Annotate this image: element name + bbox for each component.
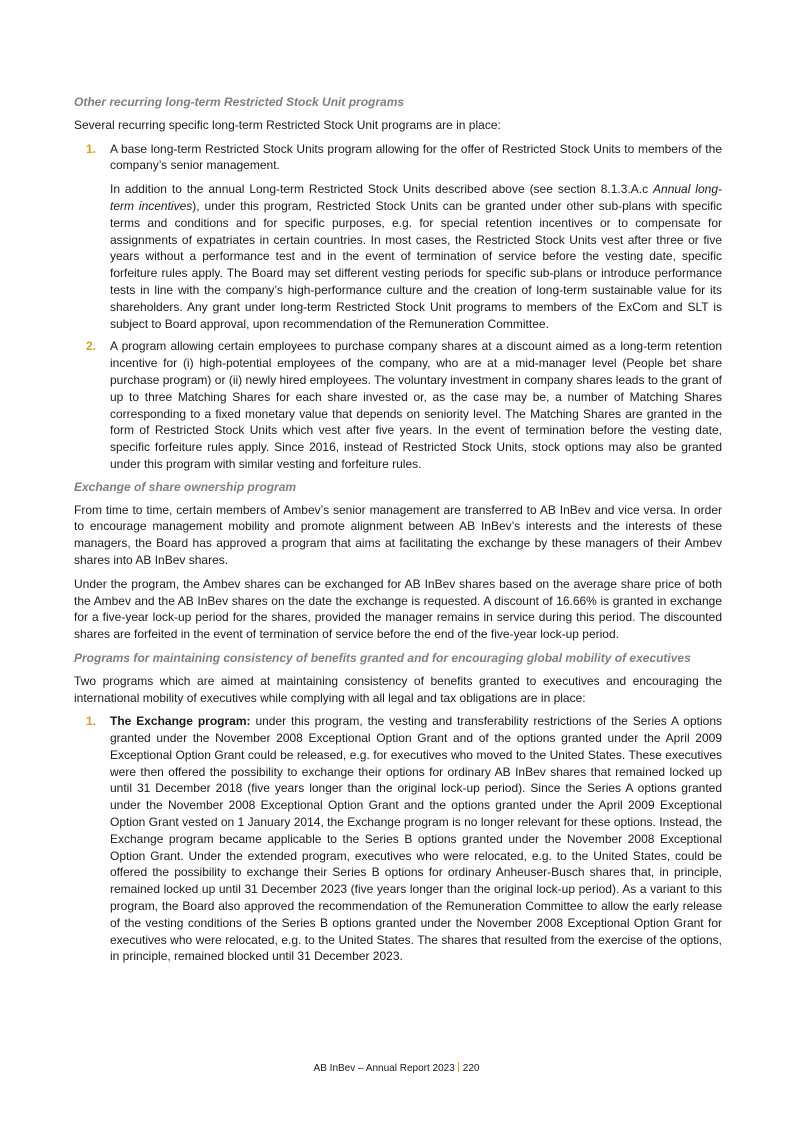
list-item [74,338,722,472]
footer-title: AB InBev – Annual Report 2023 [313,1063,455,1074]
exchange-paragraph: Under the program, the Ambev shares can be exchanged for AB InBev shares based on the average share price of both the Ambev and the AB InBev shares on the date the exchange is requested. A discount of 16.66% is granted in exchange for a five-year lock-up period for the shares, provided the manager remains in service during this period. The discounted shares are forfeited in the event of termination of service before the end of the five-year lock-up period. [74,576,722,642]
page-number: 220 [462,1063,480,1074]
exchange-program-lead: The Exchange program: [110,714,251,729]
page-footer [0,1062,793,1074]
list-number: 2. [86,339,97,354]
rsu-intro: Several recurring specific long-term Restricted Stock Unit programs are in place: [74,117,501,132]
document-body [74,94,722,971]
section-heading-mobility: Programs for maintaining consistency of benefits granted and for encouraging global mobility of executives [74,650,691,665]
list-item [74,141,722,333]
exchange-program-text: The Exchange program: under this program, the vesting and transferability restrictions of the Series A options granted under the November 2008 Exceptional Option Grant and of the options granted under the April 2009 Exceptional Option Grant could be released, e.g. for executives who moved to the United States. These executives were then offered the possibility to exchange their options for ordinary AB InBev shares that remained locked up until 31 December 2018 (five years longer than the original lock-up period). Since the Series A options granted under the November 2008 Exceptional Option Grant and the options granted under the April 2009 Exceptional Option Grant vested on 1 January 2014, the Exchange program is no longer relevant for these options. Instead, the Exchange program became applicable to the Series B options granted under the November 2008 Exceptional Option Grant. Under the extended program, executives who were relocated, e.g. to the United States, could be offered the possibility to exchange their Series B options for ordinary Anheuser-Busch shares that, in principle, remained locked up until 31 December 2023 (five years longer than the original lock-up period). As a variant to this program, the Board also approved the recommendation of the Remuneration Committee to allow the early release of the vesting conditions of the Series B options granted under the November 2008 Exceptional Option Grant for executives who were relocated, e.g. to the United States. The shares that resulted from the exercise of the options, in principle, remained blocked until 31 December 2023. [110,714,722,964]
footer-divider [458,1062,459,1072]
list-item [74,713,722,965]
section-heading-exchange: Exchange of share ownership program [74,479,297,494]
annual-lti-reference: Annual long-term incentives [110,182,722,213]
mobility-intro: Two programs which are aimed at maintaining consistency of benefits granted to executives and encouraging the international mobility of executives while complying with all legal and tax obligations are in place: [74,673,722,705]
list-number: 1. [86,714,97,729]
rsu-item1-detail: In addition to the annual Long-term Restricted Stock Units described above (see section 8.1.3.A.c Annual long-term incentives), under this program, Restricted Stock Units can be granted under other sub-plans with specific terms and conditions and for specific purposes, e.g. for special retention incentives or to compensate for assignments of expatriates in certain countries. In most cases, the Restricted Stock Units vest after three or five years without a performance test and in the event of termination of service before the vesting date, specific forfeiture rules apply. The Board may set different vesting periods for specific sub-plans or introduce performance tests in line with the company’s high-performance culture and the creation of long-term sustainable value for its shareholders. Any grant under long-term Restricted Stock Unit programs to members of the ExCom and SLT is subject to Board approval, upon recommendation of the Remuneration Committee. [110,182,722,331]
rsu-item2-text: A program allowing certain employees to purchase company shares at a discount aimed as a long-term retention incentive for (i) high-potential employees of the company, who are at a mid-manager level (People bet share purchase program) or (ii) newly hired employees. The voluntary investment in company shares leads to the grant of up to three Matching Shares for each share invested or, as the case may be, a number of Matching Shares corresponding to a fixed monetary value that depends on seniority level. The Matching Shares are granted in the form of Restricted Stock Units which vest after five years. In the event of termination before the vesting date, specific forfeiture rules apply. Since 2016, instead of Restricted Stock Units, stock options may also be granted under this program with similar vesting and forfeiture rules. [110,339,722,471]
list-number: 1. [86,141,97,156]
section-heading-rsu: Other recurring long-term Restricted Stock Unit programs [74,95,405,109]
rsu-item1-text: A base long-term Restricted Stock Units program allowing for the offer of Restricted Stock Units to members of the company’s senior management. [110,141,722,173]
exchange-paragraph: From time to time, certain members of Ambev’s senior management are transferred to AB InBev and vice versa. In order to encourage management mobility and promote alignment between AB InBev’s interests and the interests of these managers, the Board has approved a program that aims at facilitating the exchange by these managers of their Ambev shares into AB InBev shares. [74,502,722,567]
